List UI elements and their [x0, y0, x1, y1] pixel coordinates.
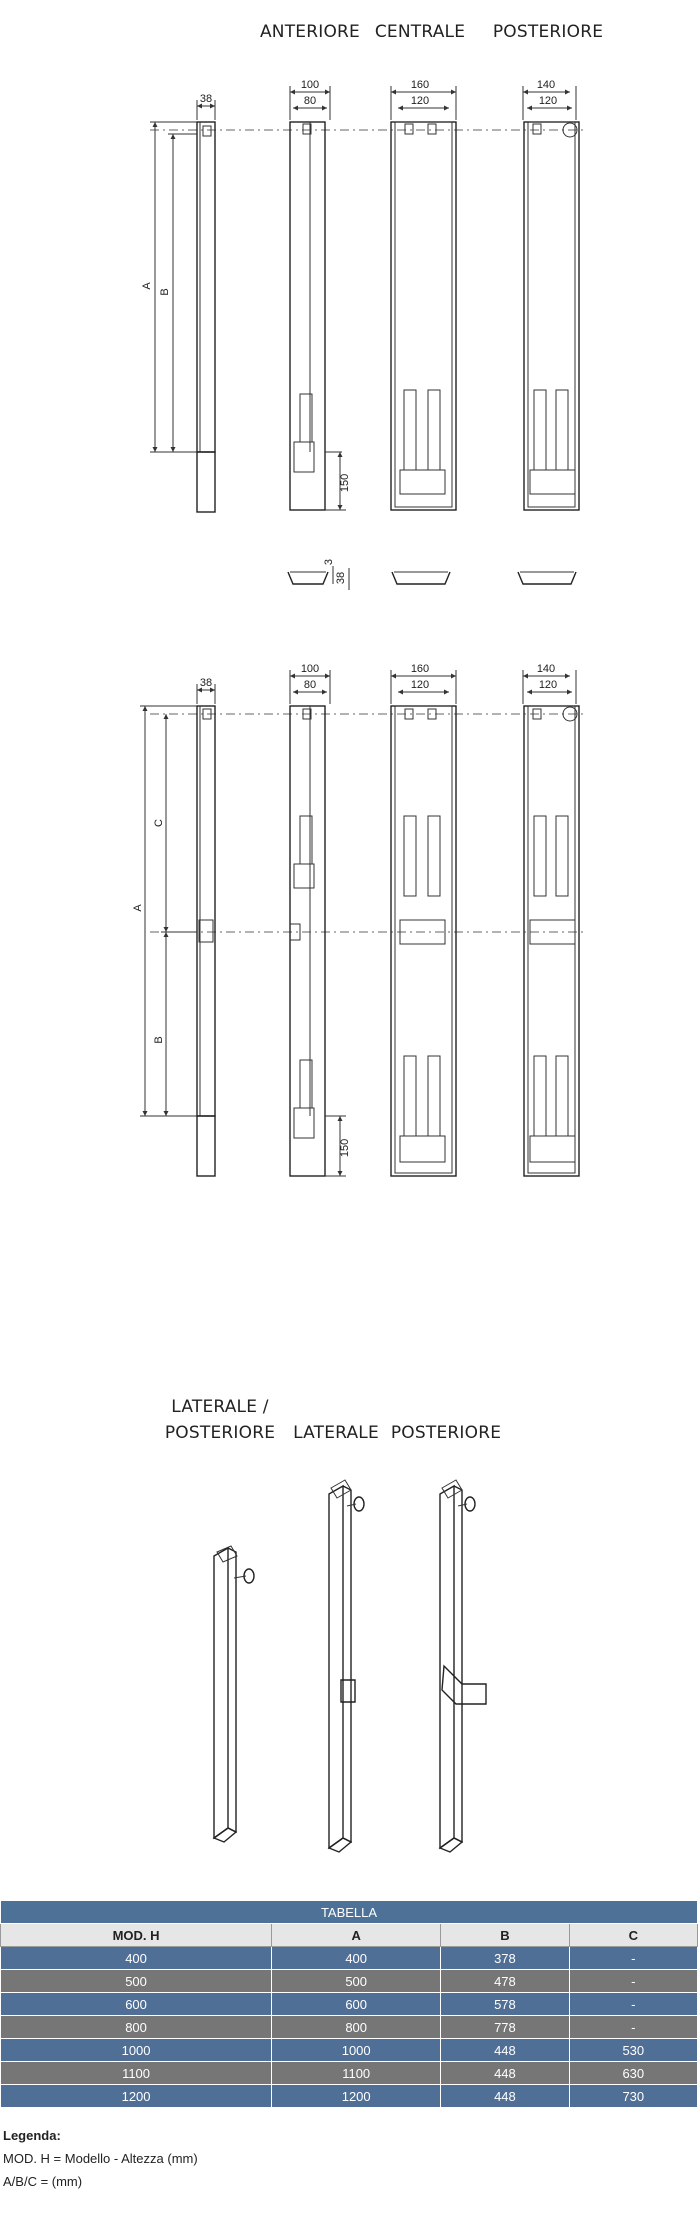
dim-a-long: A [132, 904, 144, 912]
table-row [1, 2062, 698, 2085]
cell: 1100 [272, 2062, 441, 2085]
legend-line: MOD. H = Modello - Altezza (mm) [3, 2151, 198, 2166]
table-row [1, 1993, 698, 2016]
table-row [1, 1947, 698, 1970]
header-centrale: CENTRALE [374, 22, 466, 42]
cell: 600 [1, 1993, 272, 2016]
dim-80-long: 80 [303, 679, 317, 691]
cell: - [569, 1947, 697, 1970]
dim-b: B [159, 288, 171, 296]
render-laterale [329, 1480, 364, 1852]
dim-120-post: 120 [538, 95, 558, 107]
cell: 1200 [272, 2085, 441, 2108]
dimensions-table [0, 1900, 698, 2108]
render-laterale-posteriore [214, 1546, 254, 1842]
render-posteriore [440, 1480, 486, 1852]
dim-38-long: 38 [199, 677, 213, 689]
drawing-long-rail [132, 663, 585, 1176]
header-laterale-posteriore-line1: LATERALE / [171, 1397, 269, 1417]
cell: 1100 [1, 2062, 272, 2085]
cell: 600 [272, 1993, 441, 2016]
cell: 778 [441, 2016, 569, 2039]
cell: 1000 [1, 2039, 272, 2062]
posteriore-view-long [523, 663, 579, 1176]
dim-160-long: 160 [410, 663, 430, 675]
table-row [1, 1970, 698, 1993]
header-posteriore: POSTERIORE [492, 22, 604, 42]
dim-120: 120 [410, 95, 430, 107]
side-profile-short [141, 93, 215, 512]
posteriore-view-short [523, 79, 579, 510]
side-profile-long [132, 677, 215, 1176]
col-b: B [441, 1924, 569, 1947]
dim-38: 38 [199, 93, 213, 105]
table-row [1, 2039, 698, 2062]
legend-line: A/B/C = (mm) [3, 2174, 83, 2189]
dim-80: 80 [303, 95, 317, 107]
dim-100-long: 100 [300, 663, 320, 675]
col-c: C [569, 1924, 697, 1947]
dim-100: 100 [300, 79, 320, 91]
dim-b-long: B [153, 1036, 165, 1044]
col-a: A [272, 1924, 441, 1947]
table-row [1, 2016, 698, 2039]
cell: 1200 [1, 2085, 272, 2108]
legend-title: Legenda: [3, 2128, 61, 2143]
header-posteriore-bottom: POSTERIORE [390, 1423, 502, 1443]
header-laterale-posteriore-line2: POSTERIORE [164, 1423, 276, 1443]
anteriore-view-long [290, 663, 351, 1176]
dim-3: 3 [323, 558, 335, 566]
cell: 478 [441, 1970, 569, 1993]
dim-120-long: 120 [410, 679, 430, 691]
cell: 448 [441, 2062, 569, 2085]
cell: 448 [441, 2039, 569, 2062]
drawing-short-rail [141, 79, 585, 590]
cell: 630 [569, 2062, 697, 2085]
dim-c-long: C [153, 819, 165, 827]
cell: 730 [569, 2085, 697, 2108]
cell: - [569, 1993, 697, 2016]
cell: 800 [272, 2016, 441, 2039]
cell: 400 [272, 1947, 441, 1970]
cell: 378 [441, 1947, 569, 1970]
cell: 578 [441, 1993, 569, 2016]
dim-160: 160 [410, 79, 430, 91]
cell: - [569, 2016, 697, 2039]
table-title: TABELLA [1, 1901, 698, 1924]
legend [3, 2124, 198, 2193]
centrale-view-long [391, 663, 456, 1176]
dim-38-section: 38 [335, 571, 347, 585]
header-anteriore: ANTERIORE [259, 22, 361, 42]
dim-120-post-long: 120 [538, 679, 558, 691]
cell: 400 [1, 1947, 272, 1970]
header-laterale: LATERALE [293, 1423, 379, 1443]
col-mod-h: MOD. H [1, 1924, 272, 1947]
cell: 500 [272, 1970, 441, 1993]
cell: - [569, 1970, 697, 1993]
dim-140: 140 [536, 79, 556, 91]
dim-150: 150 [339, 473, 351, 493]
cell: 448 [441, 2085, 569, 2108]
cell: 530 [569, 2039, 697, 2062]
dim-140-long: 140 [536, 663, 556, 675]
dim-150-long: 150 [339, 1138, 351, 1158]
cell: 800 [1, 2016, 272, 2039]
cross-sections [288, 559, 576, 590]
table-row [1, 2085, 698, 2108]
cell: 500 [1, 1970, 272, 1993]
cell: 1000 [272, 2039, 441, 2062]
centrale-view-short [391, 79, 456, 510]
anteriore-view-short [290, 79, 351, 510]
dim-a: A [141, 282, 153, 290]
